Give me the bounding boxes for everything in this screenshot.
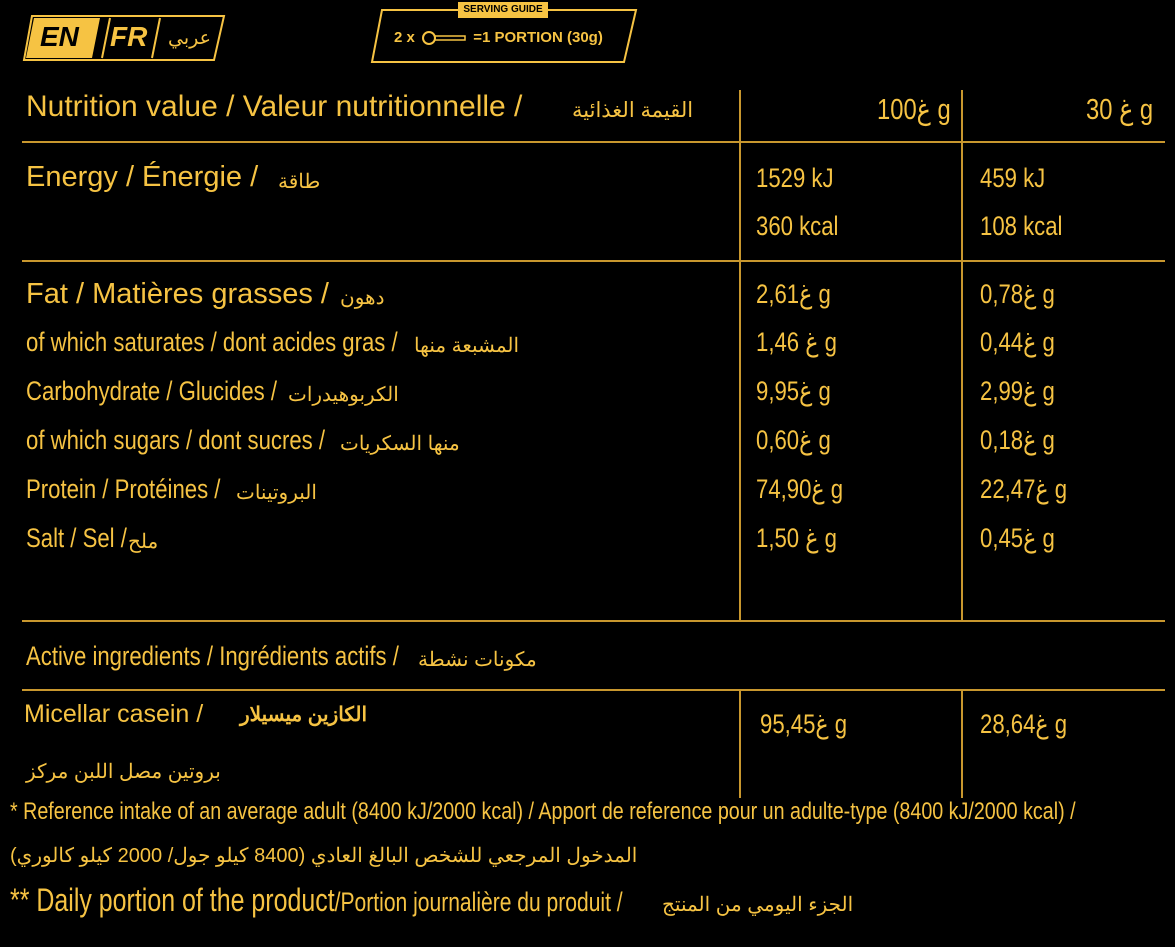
energy-kcal-30g: 108 kcal [980, 211, 1063, 241]
col-divider-4 [961, 690, 963, 798]
serving-portion: =1 PORTION (30g) [473, 29, 603, 46]
protein-label-ar: البروتينات [236, 482, 317, 504]
serving-guide-tag: SERVING GUIDE [458, 2, 548, 18]
energy-kj-30g: 459 kJ [980, 163, 1046, 193]
micellar-casein-label-ar: الكازين ميسيلار [240, 704, 368, 726]
column-header-30g: غ 30 g [1086, 94, 1154, 126]
energy-kj-100g: 1529 kJ [756, 163, 834, 193]
salt-100g: غ 1,50 g [756, 523, 837, 553]
sugars-100g: غ0,60 g [756, 425, 831, 455]
lang-fr-option[interactable]: FR [110, 21, 148, 52]
col-divider-2 [961, 90, 963, 620]
fat-label: Fat / Matières grasses / [26, 278, 329, 310]
carbohydrate-30g: غ2,99 g [980, 376, 1055, 406]
nutrition-value-header [26, 92, 522, 122]
reference-intake-note-ar: المدخول المرجعي للشخص البالغ العادي (8400 كيلو جول/ 2000 كيلو كالوري) [10, 845, 638, 867]
row-divider-header [22, 141, 1165, 143]
column-header-100g: غ100 g [877, 94, 951, 126]
micellar-casein-30g: غ28,64 g [980, 709, 1068, 739]
saturates-label: of which saturates / dont acides gras / [26, 327, 398, 357]
language-switcher [22, 14, 226, 62]
energy-label: Energy / Énergie / [26, 161, 259, 193]
energy-label-ar: طاقة [278, 171, 321, 193]
saturates-30g: غ0,44 g [980, 327, 1055, 357]
daily-portion-note [10, 884, 623, 916]
protein-30g: غ22,47 g [980, 474, 1068, 504]
active-ingredients-label-ar: مكونات نشطة [418, 649, 537, 671]
micellar-casein-label-ar-2: بروتين مصل اللبن مركز [26, 761, 221, 783]
row-divider-active [22, 689, 1165, 691]
protein-label: Protein / Protéines / [26, 474, 221, 504]
sugars-label: of which sugars / dont sucres / [26, 425, 326, 455]
fat-30g: غ0,78 g [980, 279, 1055, 309]
protein-100g: غ74,90 g [756, 474, 844, 504]
sugars-label-ar: منها السكريات [340, 433, 460, 455]
active-ingredients-label: Active ingredients / Ingrédients actifs / [26, 641, 399, 671]
lang-ar-option[interactable]: عربي [168, 28, 211, 49]
daily-portion-fr: /Portion journalière du produit / [334, 887, 623, 917]
carbohydrate-label: Carbohydrate / Glucides / [26, 376, 278, 406]
nutrition-value-label-ar: القيمة الغذائية [572, 99, 694, 122]
nutrition-value-label: Nutrition value / Valeur nutritionnelle / [26, 90, 523, 123]
carbohydrate-label-ar: الكربوهيدرات [288, 384, 399, 406]
saturates-100g: غ 1,46 g [756, 327, 837, 357]
col-divider-3 [739, 690, 741, 798]
sugars-30g: غ0,18 g [980, 425, 1055, 455]
reference-intake-note: * Reference intake of an average adult (8400 kJ/2000 kcal) / Apport de reference pour un adulte-type (8400 kJ/2000 kcal) / [10, 798, 1076, 825]
fat-label-ar: دهون [340, 287, 385, 309]
row-divider-energy [22, 260, 1165, 262]
micellar-casein-label: Micellar casein / [24, 700, 204, 728]
serving-guide [370, 2, 638, 64]
daily-portion-ar: الجزء اليومي من المنتج [662, 894, 854, 916]
daily-portion-en: ** Daily portion of the product [10, 882, 335, 918]
salt-30g: غ0,45 g [980, 523, 1055, 553]
scoop-icon [421, 31, 467, 45]
carbohydrate-100g: غ9,95 g [756, 376, 831, 406]
salt-label: Salt / Sel / [26, 523, 127, 553]
row-divider-nutrients [22, 620, 1165, 622]
serving-count: 2 x [394, 29, 415, 46]
micellar-casein-100g: غ95,45 g [760, 709, 848, 739]
energy-kcal-100g: 360 kcal [756, 211, 839, 241]
lang-en-option[interactable]: EN [40, 21, 79, 52]
salt-label-ar: ملح [128, 531, 159, 553]
saturates-label-ar: المشبعة منها [414, 335, 520, 357]
serving-guide-line [394, 29, 603, 46]
col-divider-1 [739, 90, 741, 620]
fat-100g: غ2,61 g [756, 279, 831, 309]
